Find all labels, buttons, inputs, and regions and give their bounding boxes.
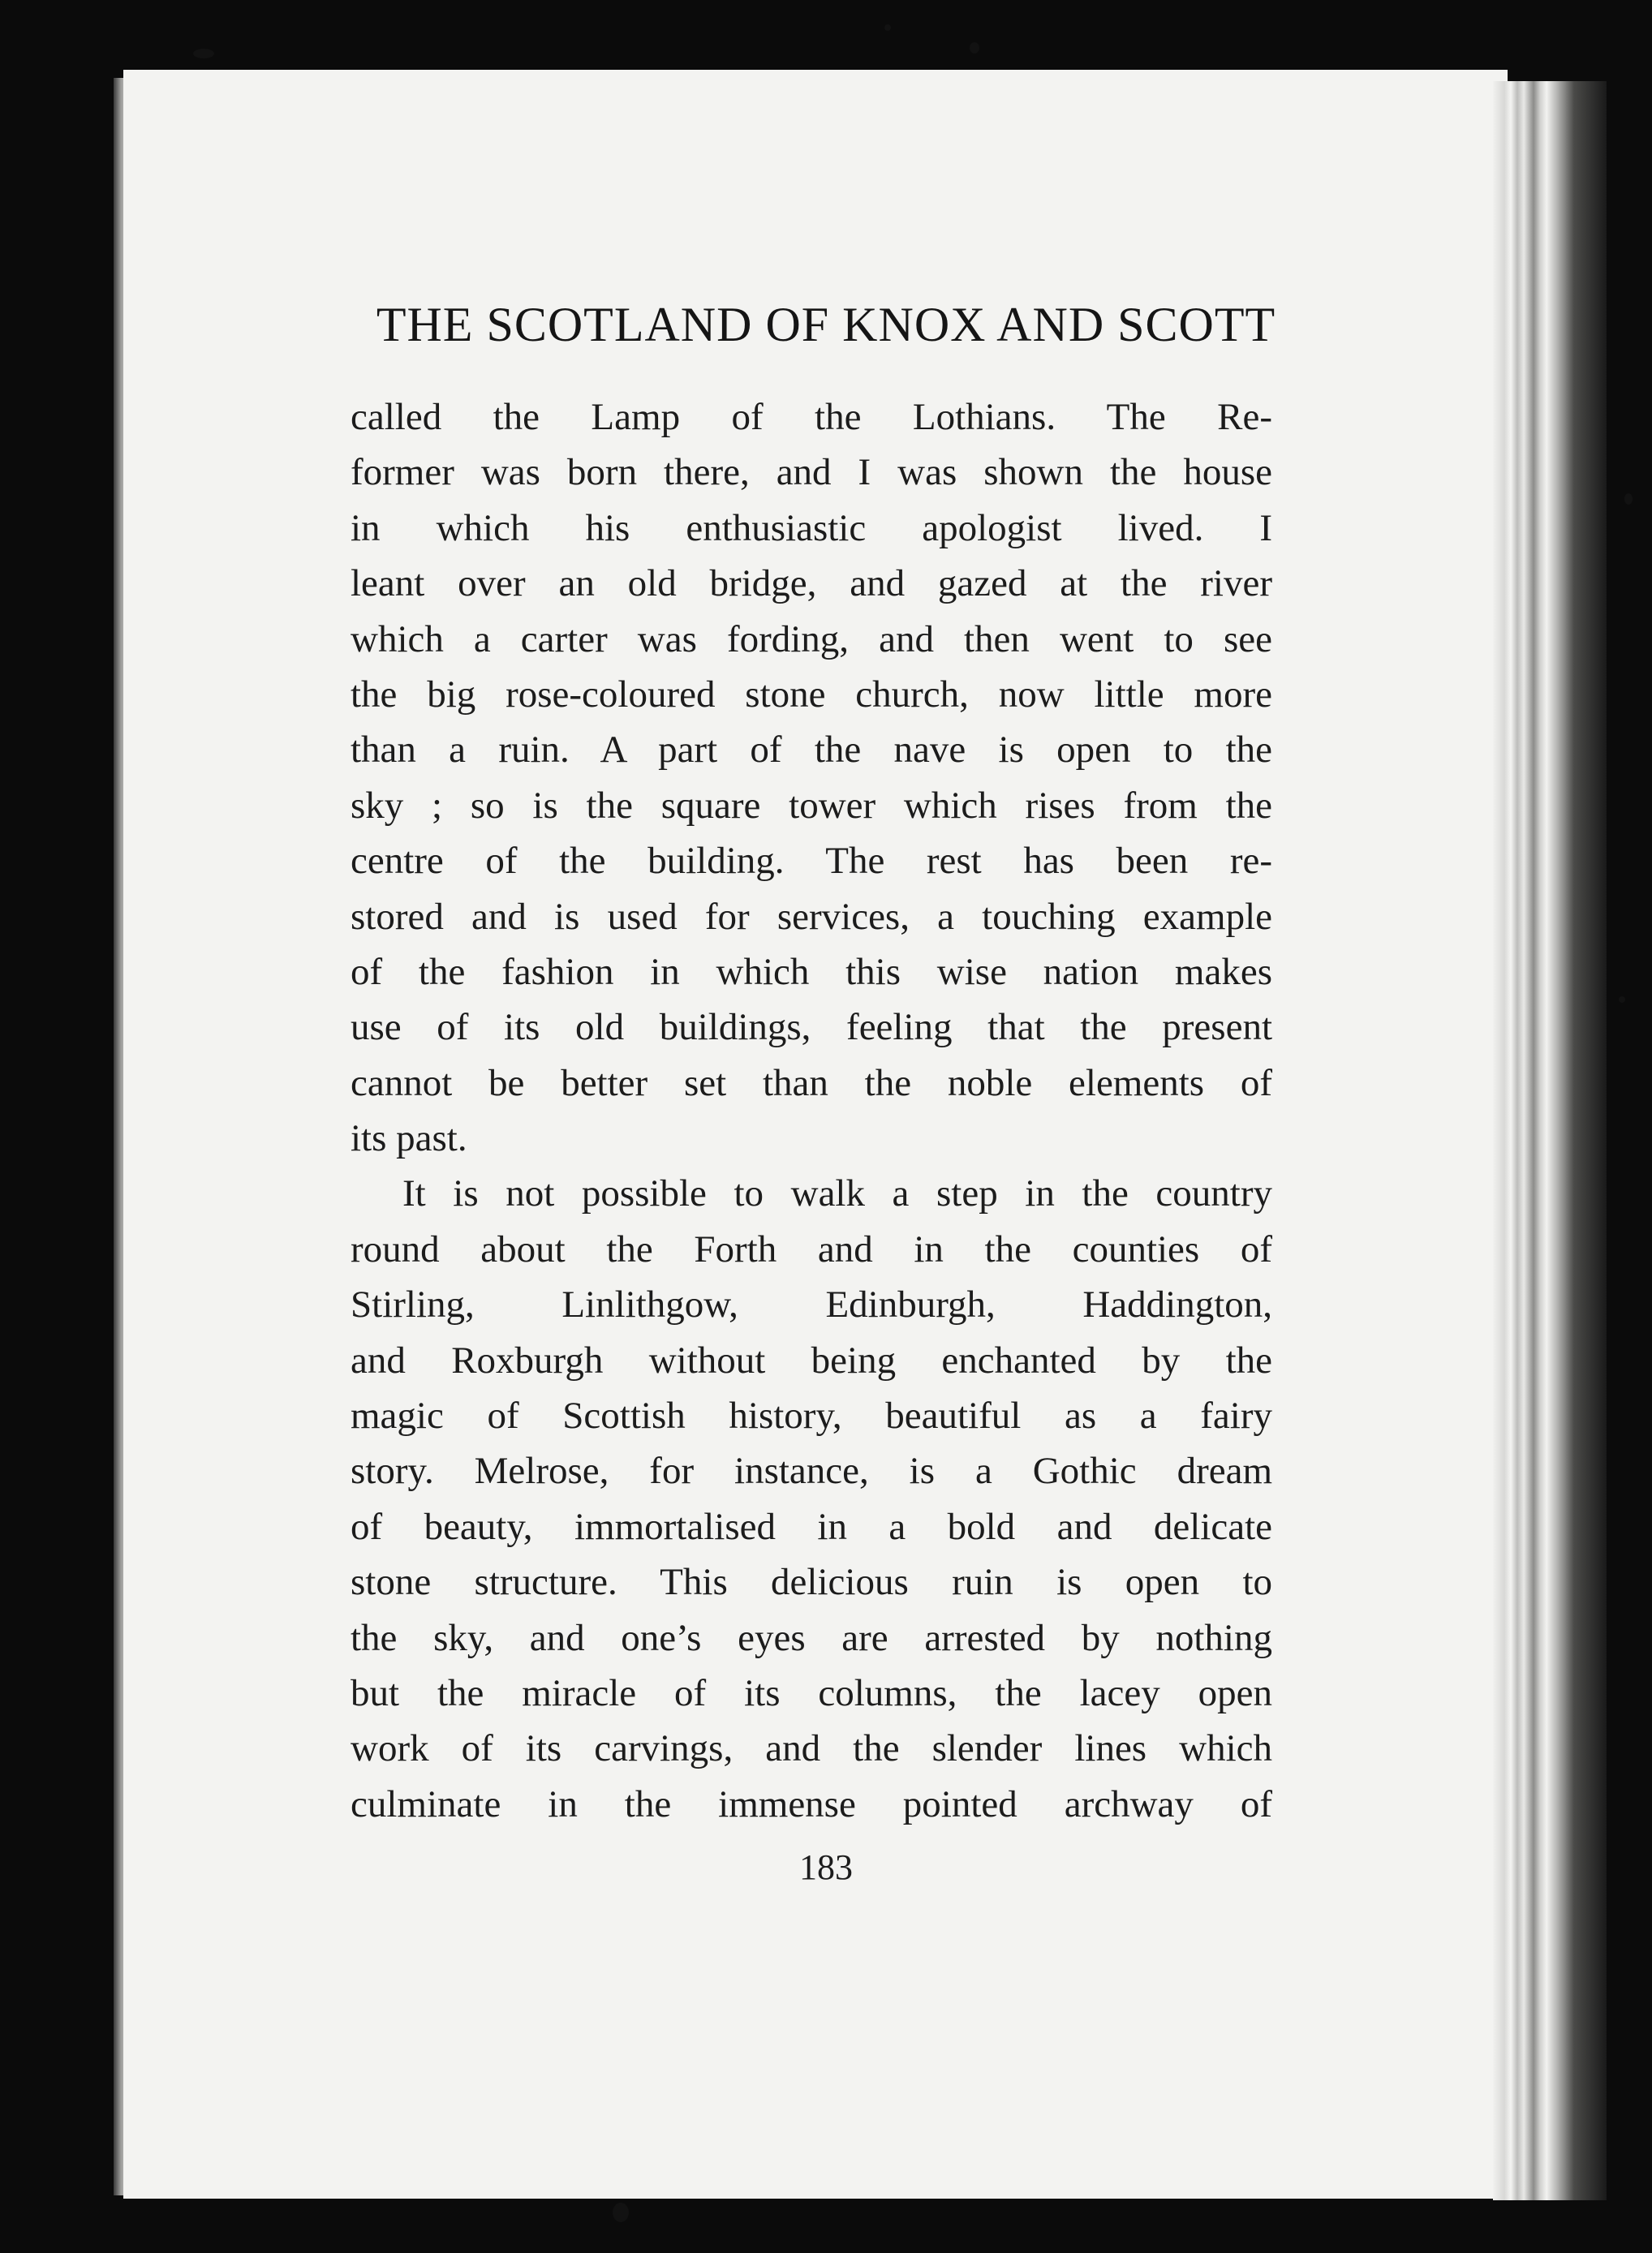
text-line: culminate in the immense pointed archway of bbox=[351, 1782, 1272, 1825]
text-line: and Roxburgh without being enchanted by the bbox=[351, 1339, 1272, 1382]
text-line: sky ; so is the square tower which rises from the bbox=[351, 784, 1272, 827]
text-line: magic of Scottish history, beautiful as a fairy bbox=[351, 1395, 1272, 1438]
text-line: which a carter was fording, and then went to see bbox=[351, 617, 1272, 660]
text-line: in which his enthusiastic apologist lived. I bbox=[351, 506, 1272, 549]
scan-speck bbox=[1619, 996, 1625, 1003]
text-line: the big rose-coloured stone church, now little more bbox=[351, 673, 1272, 716]
text-line: of the fashion in which this wise nation makes bbox=[351, 950, 1272, 993]
text-line: called the Lamp of the Lothians. The Re- bbox=[351, 396, 1272, 438]
text-line: but the miracle of its columns, the lacey open bbox=[351, 1671, 1272, 1714]
text-line: stored and is used for services, a touching example bbox=[351, 895, 1272, 938]
text-line: cannot be better set than the noble elements of bbox=[351, 1061, 1272, 1104]
running-head: THE SCOTLAND OF KNOX AND SCOTT bbox=[376, 298, 1276, 351]
scan-speck bbox=[884, 24, 891, 31]
text-line: leant over an old bridge, and gazed at the river bbox=[351, 562, 1272, 605]
page-number: 183 bbox=[799, 1847, 853, 1887]
text-line: the sky, and one’s eyes are arrested by nothing bbox=[351, 1616, 1272, 1659]
text-line: than a ruin. A part of the nave is open to the bbox=[351, 729, 1272, 772]
text-line: use of its old buildings, feeling that the present bbox=[351, 1006, 1272, 1049]
text-line: its past. bbox=[351, 1117, 467, 1160]
page-body bbox=[351, 389, 1272, 1832]
scan-speck bbox=[613, 2203, 629, 2222]
scan-speck bbox=[1624, 493, 1633, 505]
scan-speck bbox=[970, 42, 979, 54]
text-line: work of its carvings, and the slender lines which bbox=[351, 1727, 1272, 1770]
text-line: former was born there, and I was shown the house bbox=[351, 451, 1272, 494]
scan-speck bbox=[193, 49, 214, 58]
text-line: story. Melrose, for instance, is a Gothic dream bbox=[351, 1450, 1272, 1493]
text-line: Stirling, Linlithgow, Edinburgh, Haddington, bbox=[351, 1283, 1272, 1326]
text-line: It is not possible to walk a step in the country bbox=[402, 1172, 1272, 1215]
text-line: of beauty, immortalised in a bold and delicate bbox=[351, 1505, 1272, 1548]
text-line: centre of the building. The rest has been re- bbox=[351, 840, 1272, 883]
text-line: round about the Forth and in the counties of bbox=[351, 1228, 1272, 1271]
text-line: stone structure. This delicious ruin is open to bbox=[351, 1561, 1272, 1604]
